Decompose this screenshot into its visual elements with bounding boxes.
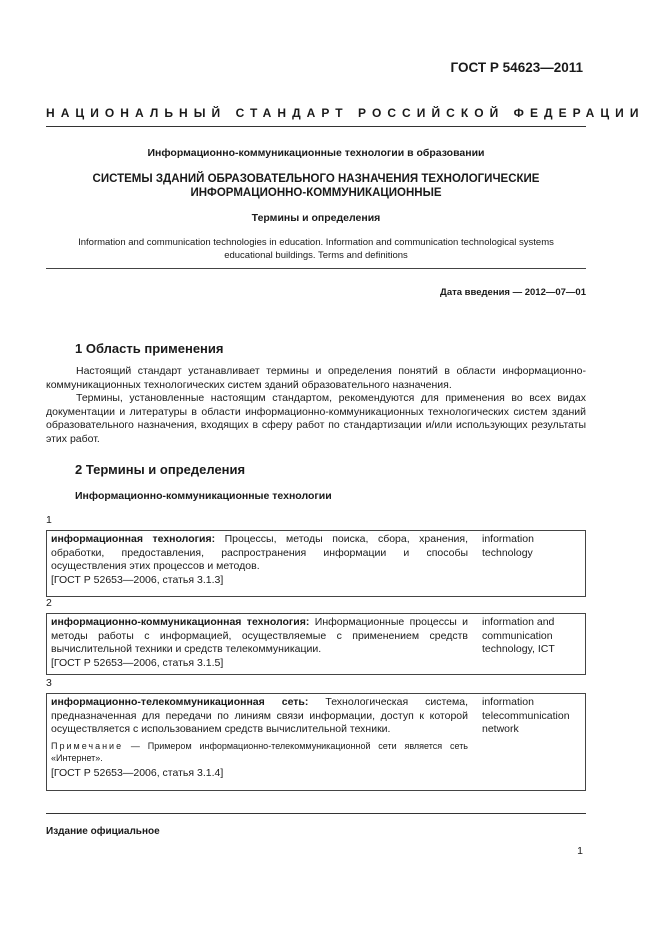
document-number: ГОСТ Р 54623—2011 [450,60,583,75]
page-number: 1 [577,845,583,857]
term-english-line: telecommunication [482,709,570,722]
term-entry [46,613,586,675]
edition-label: Издание официальное [46,826,160,837]
footer-divider [46,813,586,814]
term-number: 2 [46,597,52,609]
term-definition-ru [47,614,472,674]
main-title [46,172,586,200]
term-reference: [ГОСТ Р 52653—2006, статья 3.1.3] [51,573,224,586]
section-2-heading: 2 Термины и определения [75,462,246,477]
paragraph: Настоящий стандарт устанавливает термины и определения понятий в области информационно-коммуникационных технологических систем зданий образовательного назначения. [46,365,586,391]
term-reference: [ГОСТ Р 52653—2006, статья 3.1.4] [51,766,224,779]
main-title-line-2: ИНФОРМАЦИОННО-КОММУНИКАЦИОННЫЕ [190,187,442,199]
header-divider [46,126,586,127]
standard-header: НАЦИОНАЛЬНЫЙ СТАНДАРТ РОССИЙСКОЙ ФЕДЕРАЦИИ [46,106,645,120]
section-1-heading: 1 Область применения [75,341,224,356]
paragraph: Термины, установленные настоящим стандартом, рекомендуются для применения во всех видах документации и литературы в области информационно-коммуникационных технологических систем зданий образовательного назначения, входящих в сферу работ по стандартизации и/или использующих результаты этих работ. [46,392,586,445]
term-name: информационная технология: [51,533,216,545]
subtitle: Термины и определения [251,212,381,224]
section-1-body [46,365,586,446]
term-group-title: Информационно-коммуникационные технологии [75,490,332,502]
term-number: 1 [46,514,52,526]
english-title-line-2: educational buildings. Terms and definitions [224,250,408,261]
english-title-line-1: Information and communication technologies in education. Information and communication technological systems [78,237,554,248]
english-title [46,236,586,262]
term-english [472,614,585,674]
term-english-line: information [482,533,534,545]
term-entry [46,530,586,597]
term-english-line: network [482,723,519,735]
term-english [472,694,585,790]
term-english-line: information [482,696,534,708]
term-number: 3 [46,677,52,689]
term-english-line: communication [482,629,553,642]
term-english-line: information and [482,616,555,628]
term-english-line: technology [482,546,533,559]
title-divider [46,268,586,269]
term-entry [46,693,586,791]
term-english [472,531,585,596]
term-note [51,740,468,764]
term-definition-ru [47,694,472,790]
note-label: Примечание [51,740,124,751]
introduction-date: Дата введения — 2012—07—01 [440,287,586,298]
term-definition-ru [47,531,472,596]
series-title: Информационно-коммуникационные технологии в образовании [147,147,485,159]
term-definition: Процессы, методы поиска, сбора, хранения, обработки, предоставления, распространения информации и способы осуществления этих процессов и методов. [51,533,468,572]
term-english-line: technology, ICT [482,643,555,655]
term-name: информационно-коммуникационная технология: [51,616,310,628]
term-definition: Технологическая система, предназначенная для передачи по линиям связи информации, доступ к которой осуществляется с использованием средств вычислительной техники. [51,696,468,735]
term-reference: [ГОСТ Р 52653—2006, статья 3.1.5] [51,656,224,669]
term-name: информационно-телекоммуникационная сеть: [51,696,309,708]
main-title-line-1: СИСТЕМЫ ЗДАНИЙ ОБРАЗОВАТЕЛЬНОГО НАЗНАЧЕНИЯ ТЕХНОЛОГИЧЕСКИЕ [92,173,540,185]
term-definition: Информационные процессы и методы работы с информацией, осуществляемые с применением средств вычислительной техники и средств телекоммуникации. [51,616,468,655]
note-text: — Примером информационно-телекоммуникационной сети является сеть «Интернет». [51,740,468,763]
